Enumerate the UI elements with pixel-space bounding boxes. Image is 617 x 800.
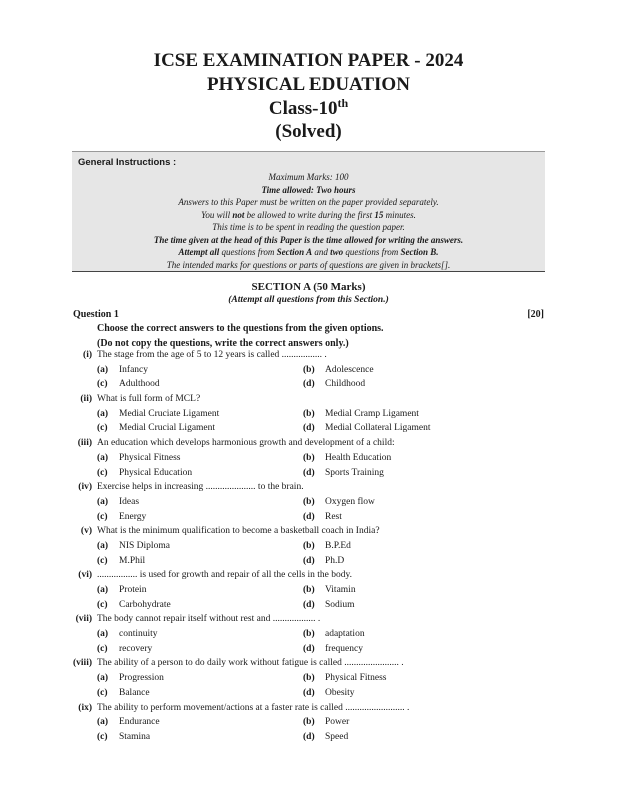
option-c	[97, 556, 145, 566]
option-label: (b)	[303, 408, 315, 419]
question-text: What is full form of MCL?	[97, 394, 201, 405]
option-label: (d)	[303, 555, 315, 566]
question-text: ................. is used for growth and repair of all the cells in the body.	[97, 570, 353, 581]
option-label: (c)	[97, 511, 108, 522]
option-label: (c)	[97, 423, 108, 434]
question-number: (ix)	[78, 702, 92, 713]
option-label: (a)	[97, 540, 109, 551]
option-text: NIS Diploma	[119, 540, 170, 551]
option-label: (d)	[303, 687, 315, 698]
option-text: M.Phil	[119, 555, 146, 566]
option-text: Childhood	[325, 379, 366, 390]
question-item	[0, 350, 617, 365]
option-label: (d)	[303, 511, 315, 522]
time-allowed: Time allowed: Two hours	[261, 184, 356, 195]
option-b	[303, 717, 349, 727]
question-text: Exercise helps in increasing ..................... to the brain.	[97, 482, 304, 493]
option-text: Medial Crucial Ligament	[119, 423, 216, 434]
instructions-lines	[72, 171, 545, 271]
question-number: (viii)	[73, 658, 92, 669]
option-label: (c)	[97, 687, 108, 698]
option-row	[0, 541, 617, 556]
question-text: The body cannot repair itself without rest and .................. .	[97, 614, 321, 625]
option-row	[0, 512, 617, 527]
option-row	[0, 717, 617, 732]
option-c	[97, 423, 215, 433]
option-label: (d)	[303, 599, 315, 610]
option-text: Sports Training	[325, 467, 384, 478]
option-d	[303, 732, 348, 742]
option-d	[303, 600, 355, 610]
option-c	[97, 512, 146, 522]
max-marks: Maximum Marks: 100	[268, 172, 349, 182]
option-a	[97, 629, 158, 639]
general-instructions-box	[72, 151, 545, 272]
option-text: B.P.Ed	[325, 540, 351, 551]
question-number: (v)	[80, 526, 92, 537]
question-number: (ii)	[80, 394, 92, 405]
question-number: (vi)	[78, 570, 92, 581]
option-text: Progression	[119, 673, 164, 684]
option-row	[0, 629, 617, 644]
question-text: An education which develops harmonious growth and development of a child:	[97, 438, 395, 449]
question-instruction: Choose the correct answers to the questions from the given options.	[97, 323, 384, 334]
option-label: (c)	[97, 731, 108, 742]
option-label: (b)	[303, 496, 315, 507]
option-c	[97, 468, 192, 478]
option-label: (d)	[303, 423, 315, 434]
question-text: The ability to perform movement/actions at a faster rate is called ......................... .	[97, 702, 410, 713]
option-label: (b)	[303, 452, 315, 463]
option-c	[97, 644, 152, 654]
option-label: (a)	[97, 452, 109, 463]
option-text: frequency	[325, 643, 363, 654]
option-c	[97, 732, 150, 742]
option-text: Oxygen flow	[325, 496, 375, 507]
question-item	[0, 482, 617, 497]
option-d	[303, 556, 344, 566]
option-row	[0, 644, 617, 659]
option-label: (b)	[303, 364, 315, 375]
instruction-line: This time is to be spent in reading the question paper.	[212, 222, 405, 232]
option-text: Medial Collateral Ligament	[325, 423, 431, 434]
instruction-line: Answers to this Paper must be written on the paper provided separately.	[178, 197, 439, 207]
option-text: Medial Cruciate Ligament	[119, 408, 220, 419]
option-text: Medial Cramp Ligament	[325, 408, 419, 419]
option-text: recovery	[119, 643, 153, 654]
option-label: (b)	[303, 717, 315, 728]
class-title: Class-10th	[268, 96, 349, 119]
paper-title: ICSE EXAMINATION PAPER - 2024	[153, 50, 464, 71]
option-label: (b)	[303, 629, 315, 640]
option-d	[303, 423, 431, 433]
question-number: (iv)	[78, 482, 92, 493]
solved-label: (Solved)	[275, 121, 342, 142]
option-row	[0, 497, 617, 512]
option-label: (c)	[97, 555, 108, 566]
subject-title: PHYSICAL EDUATION	[207, 74, 410, 95]
option-text: Physical Education	[119, 467, 193, 478]
option-row	[0, 600, 617, 615]
question-item	[0, 526, 617, 541]
option-a	[97, 453, 181, 463]
option-text: Rest	[325, 511, 342, 522]
question-label: Question 1	[73, 309, 119, 320]
option-text: Protein	[119, 585, 147, 595]
question-item	[0, 658, 617, 673]
instruction-line: You will not be allowed to write during the first 15 minutes.	[201, 209, 416, 220]
option-a	[97, 365, 148, 375]
question-item	[0, 614, 617, 629]
question-number: (vii)	[75, 614, 92, 625]
option-label: (c)	[97, 599, 108, 610]
question-item	[0, 394, 617, 409]
question-instruction: (Do not copy the questions, write the correct answers only.)	[97, 338, 349, 349]
option-b	[303, 673, 387, 683]
option-b	[303, 497, 375, 507]
question-text: The stage from the age of 5 to 12 years is called ................. .	[97, 350, 327, 360]
section-subtitle: (Attempt all questions from this Section.)	[228, 295, 389, 305]
question-number: (i)	[83, 350, 92, 360]
option-d	[303, 468, 384, 478]
instruction-line: Attempt all questions from Section A and two questions from Section B.	[178, 247, 439, 257]
instructions-heading: General Instructions :	[78, 157, 177, 168]
question-number: (iii)	[77, 438, 92, 449]
option-label: (c)	[97, 467, 108, 478]
option-label: (a)	[97, 364, 109, 375]
option-text: Endurance	[119, 717, 160, 728]
question-item	[0, 438, 617, 453]
option-label: (c)	[97, 643, 108, 654]
option-c	[97, 688, 150, 698]
option-text: Health Education	[325, 452, 392, 463]
option-a	[97, 585, 146, 595]
option-text: Vitamin	[325, 585, 356, 595]
option-text: Physical Fitness	[325, 673, 387, 684]
option-row	[0, 379, 617, 394]
option-row	[0, 409, 617, 424]
section-title: SECTION A (50 Marks)	[251, 281, 366, 293]
class-superscript: th	[337, 96, 349, 110]
option-row	[0, 732, 617, 747]
option-a	[97, 673, 164, 683]
option-text: Infancy	[119, 364, 149, 375]
option-c	[97, 600, 171, 610]
option-d	[303, 512, 342, 522]
option-a	[97, 409, 219, 419]
option-b	[303, 365, 374, 375]
option-text: Ideas	[119, 496, 140, 507]
question-text: What is the minimum qualification to become a basketball coach in India?	[97, 526, 380, 537]
option-row	[0, 556, 617, 571]
option-b	[303, 585, 356, 595]
option-b	[303, 629, 365, 639]
option-label: (a)	[97, 585, 109, 595]
option-a	[97, 541, 170, 551]
option-text: Physical Fitness	[119, 452, 181, 463]
option-d	[303, 379, 365, 389]
option-b	[303, 409, 419, 419]
option-label: (b)	[303, 585, 315, 595]
option-label: (b)	[303, 540, 315, 551]
option-text: Sodium	[325, 599, 355, 610]
option-label: (c)	[97, 379, 108, 390]
option-row	[0, 688, 617, 703]
option-text: Carbohydrate	[119, 599, 171, 610]
option-c	[97, 379, 160, 389]
option-a	[97, 717, 160, 727]
option-row	[0, 453, 617, 468]
option-text: Adolescence	[325, 364, 374, 375]
option-row	[0, 365, 617, 380]
option-text: Stamina	[119, 731, 151, 742]
question-item	[0, 703, 617, 718]
option-label: (d)	[303, 731, 315, 742]
instruction-line: The time given at the head of this Paper is the time allowed for writing the answers.	[153, 234, 464, 245]
option-text: continuity	[119, 629, 158, 640]
option-a	[97, 497, 139, 507]
option-text: Obesity	[325, 687, 355, 698]
option-label: (d)	[303, 379, 315, 390]
option-text: adaptation	[325, 629, 365, 640]
question-item	[0, 570, 617, 585]
question-marks: [20]	[527, 309, 544, 320]
option-row	[0, 468, 617, 483]
option-label: (a)	[97, 496, 109, 507]
option-text: Power	[325, 717, 350, 728]
option-label: (d)	[303, 467, 315, 478]
option-label: (a)	[97, 408, 109, 419]
option-label: (b)	[303, 673, 315, 684]
option-label: (a)	[97, 673, 109, 684]
option-text: Speed	[325, 731, 349, 742]
instruction-line: The intended marks for questions or parts of questions are given in brackets[].	[166, 259, 451, 270]
question-list	[0, 350, 617, 747]
option-label: (a)	[97, 629, 109, 640]
option-row	[0, 423, 617, 438]
option-text: Adulthood	[119, 379, 160, 390]
option-b	[303, 541, 351, 551]
option-text: Balance	[119, 687, 150, 698]
option-d	[303, 688, 355, 698]
option-b	[303, 453, 391, 463]
option-d	[303, 644, 363, 654]
option-row	[0, 673, 617, 688]
option-row	[0, 585, 617, 600]
option-text: Ph.D	[325, 555, 345, 566]
option-label: (d)	[303, 643, 315, 654]
option-text: Energy	[119, 511, 147, 522]
option-label: (a)	[97, 717, 109, 728]
question-text: The ability of a person to do daily work without fatigue is called ....................... .	[97, 658, 404, 669]
